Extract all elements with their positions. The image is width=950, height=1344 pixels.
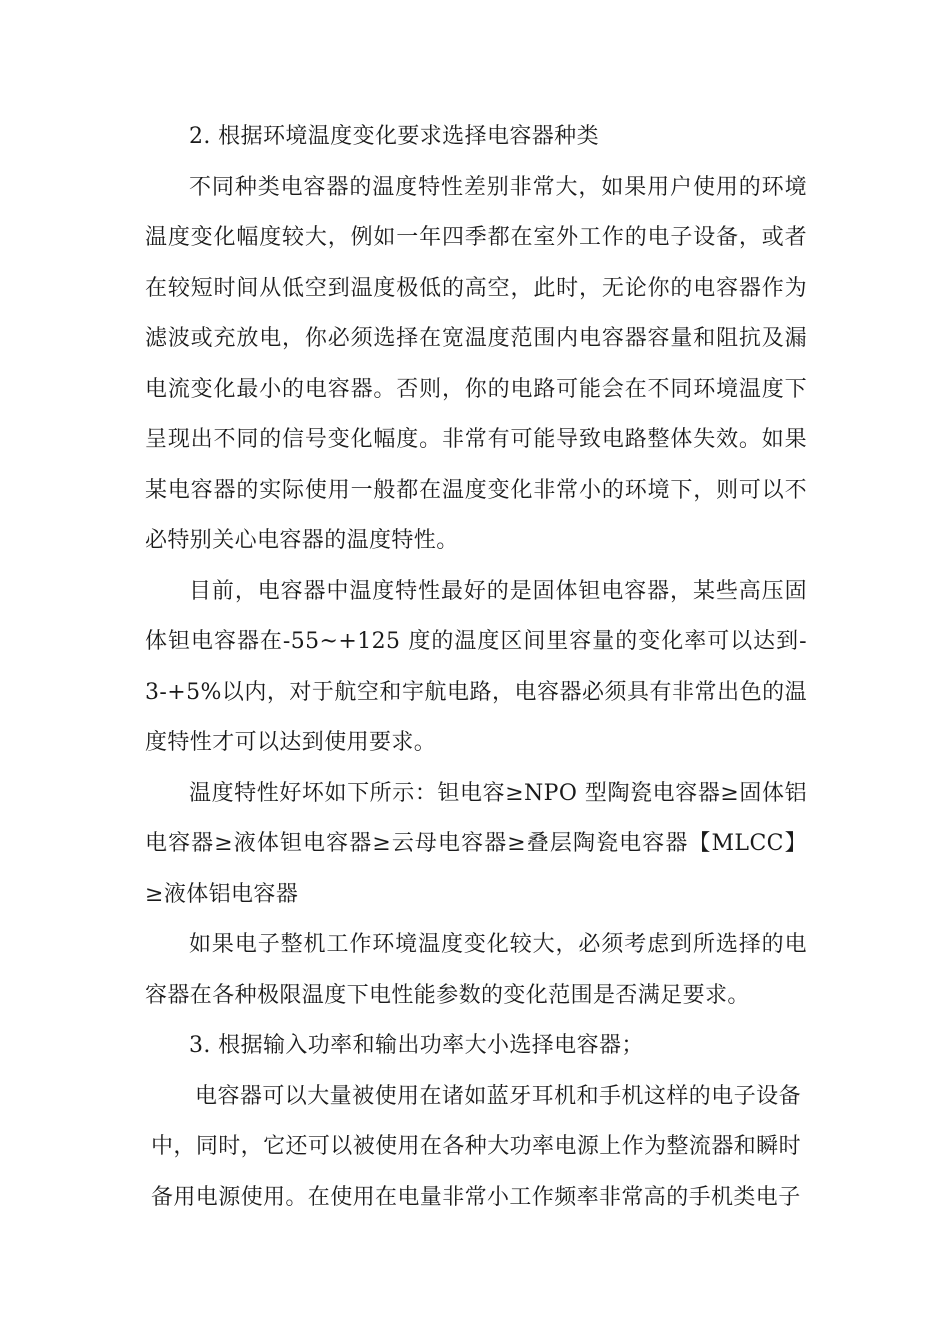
document-body (145, 112, 807, 1223)
paragraph-extreme-temperature: 如果电子整机工作环境温度变化较大，必须考虑到所选择的电容器在各种极限温度下电性能参数的变化范围是否满足要求。 (145, 932, 807, 1008)
paragraph-temperature-ranking: 温度特性好坏如下所示：钽电容≥NPO 型陶瓷电容器≥固体铝电容器≥液体钽电容器≥云母电容器≥叠层陶瓷电容器【MLCC】≥液体铝电容器 (145, 780, 807, 907)
heading-section-3: 3. 根据输入功率和输出功率大小选择电容器； (189, 1033, 644, 1058)
paragraph-tantalum-capacitor: 目前，电容器中温度特性最好的是固体钽电容器，某些高压固体钽电容器在-55~+125 度的温度区间里容量的变化率可以达到-3-+5%以内，对于航空和宇航电路，电容器必须具有非常出色的温度特性才可以达到使用要求。 (145, 578, 807, 755)
paragraph-temperature-characteristics: 不同种类电容器的温度特性差别非常大，如果用户使用的环境温度变化幅度较大，例如一年四季都在室外工作的电子设备，或者在较短时间从低空到温度极低的高空，此时，无论你的电容器作为滤波或充放电，你必须选择在宽温度范围内电容器容量和阻抗及漏电流变化最小的电容器。否则，你的电路可能会在不同环境温度下呈现出不同的信号变化幅度。非常有可能导致电路整体失效。如果某电容器的实际使用一般都在温度变化非常小的环境下，则可以不必特别关心电容器的温度特性。 (145, 174, 807, 553)
paragraph-power-selection: 电容器可以大量被使用在诸如蓝牙耳机和手机这样的电子设备中，同时，它还可以被使用在各种大功率电源上作为整流器和瞬时备用电源使用。在使用在电量非常小工作频率非常高的手机类电子 (151, 1083, 801, 1210)
heading-section-2: 2. 根据环境温度变化要求选择电容器种类 (189, 124, 599, 149)
